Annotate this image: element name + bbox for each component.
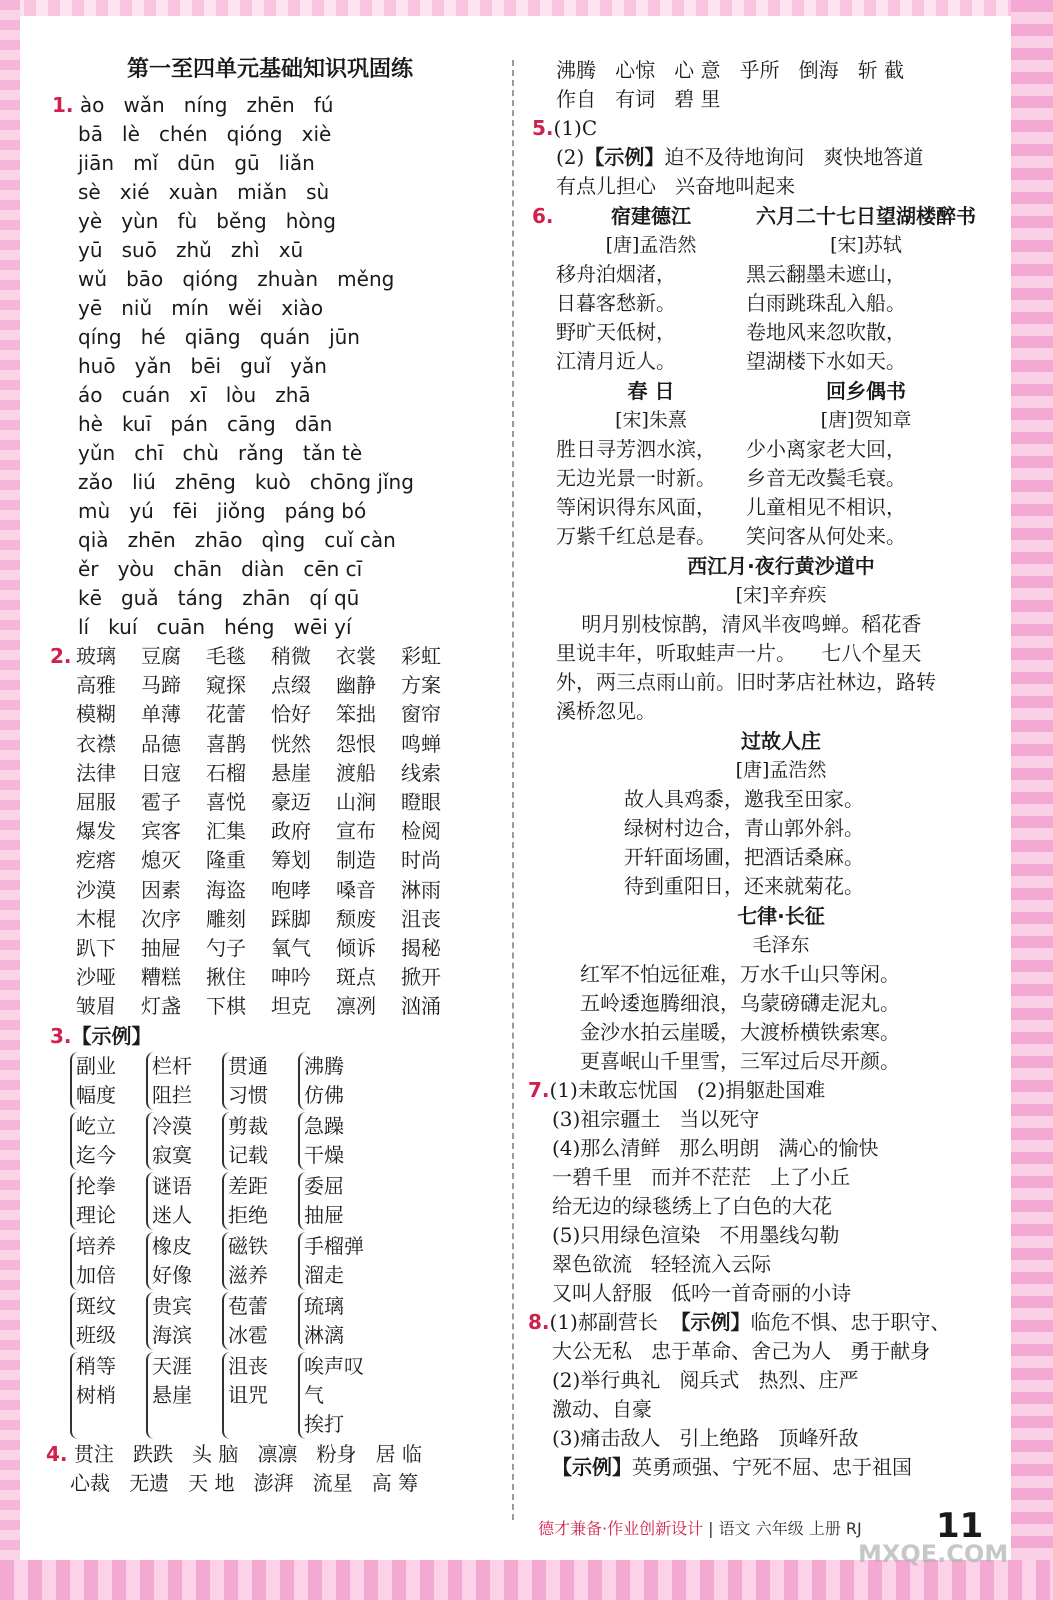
pair-word: 淋漓 <box>304 1322 344 1347</box>
pair-word: 磁铁 <box>228 1233 268 1258</box>
poem-line: 待到重阳日，还来就菊花。 <box>624 874 864 898</box>
vocab-word: 线索 <box>401 760 441 785</box>
pair-word: 贯通 <box>228 1053 268 1078</box>
pair-word: 理论 <box>76 1202 116 1227</box>
word-pair <box>146 1172 222 1230</box>
vocab-word: 豪迈 <box>271 790 311 815</box>
vocab-word: 隆重 <box>206 848 246 873</box>
answer-text: 激动、自豪 <box>552 1397 652 1421</box>
vocab-word: 宣布 <box>336 819 376 844</box>
word-pair <box>70 1172 146 1230</box>
poem <box>556 376 746 551</box>
poem-line: 万紫千红总是春。 <box>556 524 716 548</box>
poem-title: 六月二十七日望湖楼醉书 <box>756 204 976 228</box>
poem-line: 乡音无改鬓毛衰。 <box>746 466 906 490</box>
pair-word: 溜走 <box>304 1262 344 1287</box>
pinyin-line: hè kuī pán cāng dān <box>78 412 333 436</box>
pair-word: 记载 <box>228 1142 268 1167</box>
answer-text: (2)举行典礼 阅兵式 热烈、庄严 <box>552 1368 859 1392</box>
pair-word: 沮丧 <box>228 1353 268 1378</box>
pair-word: 天涯 <box>152 1353 192 1378</box>
example-label: 【示例】 <box>71 1023 152 1048</box>
pinyin-line: wǔ bāo qióng zhuàn měng <box>78 267 395 291</box>
poem-author: [唐]孟浩然 <box>735 759 827 781</box>
pair-word: 栏杆 <box>152 1053 192 1078</box>
vocab-word: 花蕾 <box>206 702 246 727</box>
pair-word: 阻拦 <box>152 1082 192 1107</box>
word-pair <box>298 1352 374 1439</box>
pair-word: 冷漠 <box>152 1113 192 1138</box>
section-number: 4. <box>46 1441 68 1466</box>
pinyin-line: kē guǎ táng zhān qí qū <box>78 586 360 610</box>
vocab-word: 掀开 <box>401 965 441 990</box>
pair-word: 急躁 <box>304 1113 344 1138</box>
pair-word: 挨打 <box>304 1411 344 1436</box>
pair-word: 苞蕾 <box>228 1293 268 1318</box>
pair-word: 干燥 <box>304 1142 344 1167</box>
decorative-border-left <box>0 0 20 1600</box>
pair-word: 副业 <box>76 1053 116 1078</box>
vocab-word: 趴下 <box>76 936 116 961</box>
poem-line: 金沙水拍云崖暖，大渡桥横铁索寒。 <box>580 1020 900 1044</box>
poem <box>746 201 986 376</box>
vocab-word: 瞪眼 <box>401 790 441 815</box>
vocab-word: 因素 <box>141 877 181 902</box>
poem-line: 无边光景一时新。 <box>556 466 716 490</box>
pair-word: 贵宾 <box>152 1293 192 1318</box>
idiom-line: 贯注 跌跌 头 脑 凛凛 粉身 居 临 <box>73 1441 422 1466</box>
idiom-line: 沸腾 心惊 心 意 乎所 倒海 斩 截 <box>556 58 905 82</box>
pinyin-line: yū suō zhǔ zhì xū <box>78 238 304 262</box>
vocab-word: 渡船 <box>336 760 376 785</box>
poem-line: 黑云翻墨未遮山， <box>746 262 906 286</box>
vocab-word: 品德 <box>141 731 181 756</box>
pair-word: 树梢 <box>76 1382 116 1407</box>
pair-word: 抡拳 <box>76 1173 116 1198</box>
pinyin-line: qià zhēn zhāo qìng cuǐ càn <box>78 528 396 552</box>
idiom-line: 作自 有词 碧 里 <box>556 87 721 111</box>
word-pair <box>298 1172 374 1230</box>
section-number: 3. <box>50 1023 72 1048</box>
poem-line: 少小离家老大回， <box>746 437 906 461</box>
vocab-word: 倾诉 <box>336 936 376 961</box>
pinyin-line: yǔn chī chù rǎng tǎn tè <box>78 441 363 465</box>
vocab-word: 筹划 <box>271 848 311 873</box>
vocab-word: 爆发 <box>76 819 116 844</box>
vocab-word: 熄灭 <box>141 848 181 873</box>
pair-word: 诅咒 <box>228 1382 268 1407</box>
answer-text: 又叫人舒服 低吟一首奇丽的小诗 <box>552 1281 852 1305</box>
word-pair <box>146 1232 222 1290</box>
poem-line: 等闲识得东风面， <box>556 495 716 519</box>
word-pair <box>298 1112 374 1170</box>
vocab-word: 雕刻 <box>206 906 246 931</box>
section-number: 5. <box>532 116 554 140</box>
pinyin-line: yè yùn fù běng hòng <box>78 209 336 233</box>
vocab-word: 窥探 <box>206 673 246 698</box>
vocab-word: 石榴 <box>206 760 246 785</box>
section-number: 1. <box>52 93 74 117</box>
answer-text: 英勇顽强、宁死不屈、忠于祖国 <box>632 1455 912 1479</box>
vocab-word: 雹子 <box>141 790 181 815</box>
pair-word: 琉璃 <box>304 1293 344 1318</box>
vocab-word: 悬崖 <box>271 760 311 785</box>
word-pair <box>146 1352 222 1439</box>
vocab-word: 法律 <box>76 760 116 785</box>
vocab-word: 嗓音 <box>336 877 376 902</box>
example-label: 【示例】 <box>584 145 665 169</box>
word-pair <box>70 1352 146 1439</box>
section-3 <box>40 1022 500 1440</box>
pair-word: 谜语 <box>152 1173 192 1198</box>
pair-word: 沸腾 <box>304 1053 344 1078</box>
vocab-word: 方案 <box>401 673 441 698</box>
poem-line: 里说丰年，听取蛙声一片。 七八个星天 <box>556 641 922 665</box>
word-pair <box>222 1112 298 1170</box>
poem-line: 更喜岷山千里雪，三军过后尽开颜。 <box>580 1049 900 1073</box>
section-8: 8.(1)郝副营长 【示例】临危不惧、忠于职守、 大公无私 忠于革命、舍己为人 勇于献身 (2)举行典礼 阅兵式 热烈、庄严 激动、自豪 (3)痛击敌人 引上绝路 顶峰歼敌 【示例】英勇顽强、宁死不屈、忠于祖国 <box>526 1308 1006 1482</box>
idiom-line: 心裁 无遗 天 地 澎湃 流星 高 筹 <box>70 1470 419 1495</box>
answer-text: (5)只用绿色渲染 不用墨线勾勒 <box>552 1223 840 1247</box>
word-pair <box>222 1052 298 1110</box>
vocab-word: 喜悦 <box>206 790 246 815</box>
vocab-word: 斑点 <box>336 965 376 990</box>
section-number: 7. <box>528 1078 550 1102</box>
pair-word: 橡皮 <box>152 1233 192 1258</box>
vocab-word: 宾客 <box>141 819 181 844</box>
vocab-word: 氧气 <box>271 936 311 961</box>
poem <box>746 376 986 551</box>
vocab-word: 呻吟 <box>271 965 311 990</box>
answer-text: (1)未敢忘忧国 (2)捐躯赴国难 <box>549 1078 826 1102</box>
page-title: 第一至四单元基础知识巩固练 <box>126 57 413 82</box>
poem-line: 外，两三点雨山前。旧时茅店社林边，路转 <box>556 670 936 694</box>
word-pair <box>222 1292 298 1350</box>
pinyin-line: yē niǔ mín wěi xiào <box>78 296 324 320</box>
pinyin-line: qíng hé qiāng quán jūn <box>78 325 360 349</box>
vocab-word: 日寇 <box>141 760 181 785</box>
vocab-word: 汹涌 <box>401 994 441 1019</box>
pair-word: 悬崖 <box>152 1382 192 1407</box>
vocab-word: 豆腐 <box>141 644 181 668</box>
section-number: 6. <box>532 204 554 228</box>
poem-pair <box>526 201 1006 551</box>
vocab-word: 恍然 <box>271 731 311 756</box>
pair-word: 海滨 <box>152 1322 192 1347</box>
pair-word: 委屈 <box>304 1173 344 1198</box>
vocab-word: 彩虹 <box>401 644 441 668</box>
section-4 <box>40 1440 500 1498</box>
poem-title: 过故人庄 <box>741 729 821 753</box>
pinyin-line: bā lè chén qióng xiè <box>78 122 332 146</box>
pair-word: 屹立 <box>76 1113 116 1138</box>
vocab-word: 揪住 <box>206 965 246 990</box>
word-grid <box>40 642 500 1022</box>
pair-word: 仿佛 <box>304 1082 344 1107</box>
answer-text: (1)C <box>553 116 598 140</box>
poem <box>526 551 1006 726</box>
poem-title: 七律·长征 <box>737 904 825 928</box>
word-pair <box>70 1232 146 1290</box>
pair-word: 班级 <box>76 1322 116 1347</box>
pair-word: 差距 <box>228 1173 268 1198</box>
vocab-word: 鸣蝉 <box>401 731 441 756</box>
example-label: 【示例】 <box>670 1310 751 1334</box>
poem-line: 卷地风来忽吹散， <box>746 320 906 344</box>
answer-text: (3)祖宗疆土 当以死守 <box>552 1107 760 1131</box>
vocab-word: 木棍 <box>76 906 116 931</box>
word-pair <box>298 1052 374 1110</box>
pair-word: 滋养 <box>228 1262 268 1287</box>
poem-line: 江清月近人。 <box>556 349 676 373</box>
answer-text: 临危不惧、忠于职守、 <box>750 1310 951 1334</box>
vocab-word: 检阅 <box>401 819 441 844</box>
section-1 <box>40 91 500 642</box>
poem-author: [宋]辛弃疾 <box>735 584 827 606</box>
answer-text: 迫不及待地询问 爽快地答道 <box>664 145 924 169</box>
poem-author: [宋]苏轼 <box>830 234 902 256</box>
vocab-word: 沙漠 <box>76 877 116 902</box>
poem <box>556 201 746 376</box>
vocab-word: 海盗 <box>206 877 246 902</box>
poem-line: 绿树村边合，青山郭外斜。 <box>624 816 864 840</box>
section-2 <box>40 642 500 1022</box>
answer-text: 大公无私 忠于革命、舍己为人 勇于献身 <box>552 1339 931 1363</box>
watermark: MXQE.COM <box>858 1540 1009 1568</box>
section-6 <box>526 201 1006 1076</box>
answer-text: (4)那么清鲜 那么明朗 满心的愉快 <box>552 1136 879 1160</box>
column-divider <box>512 60 514 1520</box>
answer-text: 有点儿担心 兴奋地叫起来 <box>556 174 796 198</box>
vocab-word: 皱眉 <box>76 994 116 1019</box>
vocab-word: 笨拙 <box>336 702 376 727</box>
pair-word: 迄今 <box>76 1142 116 1167</box>
poem-author: 毛泽东 <box>752 934 810 956</box>
vocab-word: 淋雨 <box>401 877 441 902</box>
example-label: 【示例】 <box>552 1455 632 1479</box>
poem-author: [宋]朱熹 <box>615 409 687 431</box>
vocab-word: 时尚 <box>401 848 441 873</box>
vocab-word: 踩脚 <box>271 906 311 931</box>
pair-word: 习惯 <box>228 1082 268 1107</box>
pinyin-line: jiān mǐ dūn gū liǎn <box>78 151 315 175</box>
vocab-word: 怨恨 <box>336 731 376 756</box>
pinyin-line: 1. ào wǎn níng zhēn fú <box>52 93 334 117</box>
poem-line: 开轩面场圃，把酒话桑麻。 <box>624 845 864 869</box>
poem-line: 野旷天低树， <box>556 320 676 344</box>
vocab-word: 灯盏 <box>141 994 181 1019</box>
word-pair <box>70 1052 146 1110</box>
vocab-word: 喜鹊 <box>206 731 246 756</box>
poem-line: 笑问客从何处来。 <box>746 524 906 548</box>
page-number: 11 <box>936 1506 984 1546</box>
poem-line: 胜日寻芳泗水滨， <box>556 437 716 461</box>
vocab-word: 揭秘 <box>401 936 441 961</box>
pair-word: 剪裁 <box>228 1113 268 1138</box>
vocab-word: 山涧 <box>336 790 376 815</box>
vocab-word: 单薄 <box>141 702 181 727</box>
vocab-word: 汇集 <box>206 819 246 844</box>
answer-text: 一碧千里 而并不茫茫 上了小丘 <box>552 1165 851 1189</box>
answer-text: 翠色欲流 轻轻流入云际 <box>552 1252 772 1276</box>
pair-word: 加倍 <box>76 1262 116 1287</box>
vocab-word: 幽静 <box>336 673 376 698</box>
pair-word: 寂寞 <box>152 1142 192 1167</box>
vocab-word: 模糊 <box>76 702 116 727</box>
vocab-word: 凛冽 <box>336 994 376 1019</box>
section-7 <box>526 1076 1006 1308</box>
vocab-word: 抽屉 <box>141 936 181 961</box>
poem-title: 西江月·夜行黄沙道中 <box>687 554 875 578</box>
word-pair <box>146 1112 222 1170</box>
vocab-word: 疙瘩 <box>76 848 116 873</box>
word-pair <box>222 1232 298 1290</box>
word-pair <box>298 1232 374 1290</box>
vocab-word: 勺子 <box>206 936 246 961</box>
poem-title: 回乡偶书 <box>826 379 906 403</box>
pinyin-line: huō yǎn bēi guǐ yǎn <box>78 354 327 378</box>
right-column <box>526 56 1006 1482</box>
poem-line: 望湖楼下水如天。 <box>746 349 906 373</box>
vocab-word: 窗帘 <box>401 702 441 727</box>
vocab-word: 屈服 <box>76 790 116 815</box>
vocab-word: 恰好 <box>271 702 311 727</box>
pair-word: 唉声叹气 <box>304 1353 364 1407</box>
word-pair <box>298 1292 374 1350</box>
pair-word: 手榴弹 <box>304 1233 364 1258</box>
decorative-border-right <box>1011 0 1053 1600</box>
vocab-word: 下棋 <box>206 994 246 1019</box>
pair-word: 好像 <box>152 1262 192 1287</box>
brand-text: 德才兼备·作业创新设计 <box>538 1519 704 1538</box>
vocab-word: 衣襟 <box>76 731 116 756</box>
decorative-border-top <box>0 0 1053 16</box>
poem-title: 春 日 <box>627 379 675 403</box>
vocab-word: 沮丧 <box>401 906 441 931</box>
word-pair <box>222 1352 298 1439</box>
vocab-word: 坦克 <box>271 994 311 1019</box>
vocab-word: 政府 <box>271 819 311 844</box>
pair-word: 稍等 <box>76 1353 116 1378</box>
vocab-word: 点缀 <box>271 673 311 698</box>
pair-word: 培养 <box>76 1233 116 1258</box>
pinyin-line: áo cuán xī lòu zhā <box>78 383 311 407</box>
word-pair <box>70 1112 146 1170</box>
poem-author: [唐]孟浩然 <box>605 234 697 256</box>
vocab-word: 衣裳 <box>336 644 376 668</box>
word-pairs <box>40 1051 500 1440</box>
poem-title: 宿建德江 <box>611 204 691 228</box>
pair-word: 斑纹 <box>76 1293 116 1318</box>
word-pair <box>146 1052 222 1110</box>
section-number: 8. <box>528 1310 550 1334</box>
vocab-word: 毛毯 <box>206 644 246 668</box>
poem-line: 五岭逶迤腾细浪，乌蒙磅礴走泥丸。 <box>580 991 900 1015</box>
poem-line: 日暮客愁新。 <box>556 291 676 315</box>
vocab-word: 玻璃 <box>76 644 116 668</box>
vocab-word: 高雅 <box>76 673 116 698</box>
vocab-word: 制造 <box>336 848 376 873</box>
pinyin-line: ěr yòu chān diàn cēn cī <box>78 557 363 581</box>
poem-author: [唐]贺知章 <box>820 409 912 431</box>
section-5: 5.(1)C (2)【示例】迫不及待地询问 爽快地答道 有点儿担心 兴奋地叫起来 <box>526 114 1006 201</box>
left-column <box>40 52 500 1498</box>
poem-line: 移舟泊烟渚， <box>556 262 676 286</box>
vocab-word: 咆哮 <box>271 877 311 902</box>
section-number: 2. <box>50 644 72 668</box>
word-pair <box>222 1172 298 1230</box>
vocab-word: 沙哑 <box>76 965 116 990</box>
pair-word: 幅度 <box>76 1082 116 1107</box>
pinyin-line: sè xié xuàn miǎn sù <box>78 180 330 204</box>
vocab-word: 糟糕 <box>141 965 181 990</box>
poem-line: 溪桥忽见。 <box>556 699 656 723</box>
vocab-word: 马蹄 <box>141 673 181 698</box>
poem <box>526 726 1006 901</box>
answer-text: 给无边的绿毯绣上了白色的大花 <box>552 1194 832 1218</box>
poem-line: 儿童相见不相识， <box>746 495 906 519</box>
pair-word: 拒绝 <box>228 1202 268 1227</box>
pair-word: 冰雹 <box>228 1322 268 1347</box>
poem-line: 白雨跳珠乱入船。 <box>746 291 906 315</box>
subject-text: 语文 六年级 上册 RJ <box>718 1519 862 1538</box>
pinyin-line: zǎo liú zhēng kuò chōng jǐng <box>78 470 414 494</box>
pinyin-line: lí kuí cuān héng wēi yí <box>78 615 352 639</box>
word-pair <box>146 1292 222 1350</box>
pinyin-line: mù yú fēi jiǒng páng bó <box>78 499 367 523</box>
pair-word: 抽屉 <box>304 1202 344 1227</box>
vocab-word: 颓废 <box>336 906 376 931</box>
poem-line: 故人具鸡黍，邀我至田家。 <box>624 787 864 811</box>
poem-line: 红军不怕远征难，万水千山只等闲。 <box>580 962 900 986</box>
poem-line: 明月别枝惊鹊，清风半夜鸣蝉。稻花香 <box>556 612 922 636</box>
poem <box>526 901 1006 1076</box>
word-pair <box>70 1292 146 1350</box>
vocab-word: 稍微 <box>271 644 311 668</box>
answer-text: (3)痛击敌人 引上绝路 顶峰歼敌 <box>552 1426 859 1450</box>
vocab-word: 次序 <box>141 906 181 931</box>
pair-word: 迷人 <box>152 1202 192 1227</box>
footer: 德才兼备·作业创新设计 | 语文 六年级 上册 RJ <box>538 1519 862 1538</box>
